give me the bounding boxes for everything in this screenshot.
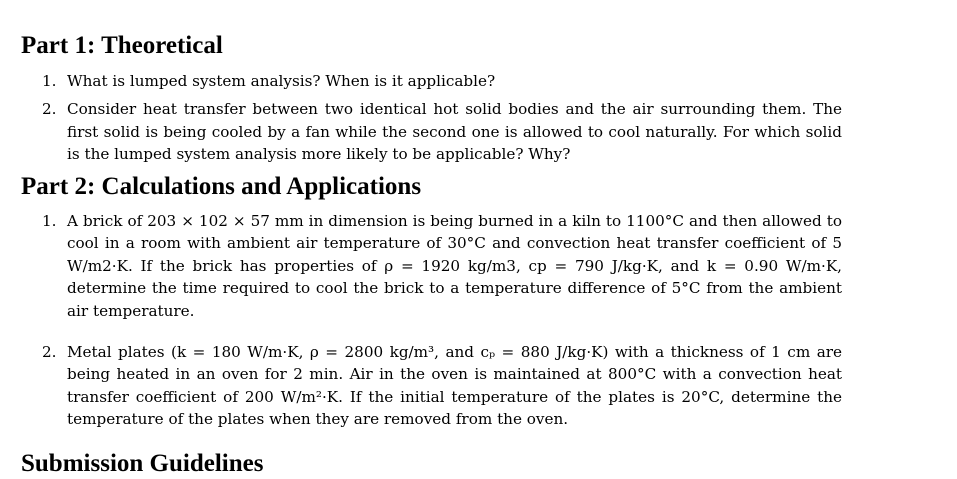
problem-number: 1. xyxy=(42,212,57,230)
part1-question-list xyxy=(42,70,842,166)
part2-problem-list xyxy=(42,210,842,431)
submission-guidelines-heading: Submission Guidelines xyxy=(21,450,264,477)
question-number: 1. xyxy=(42,72,57,90)
question-text: What is lumped system analysis? When is it applicable? xyxy=(67,72,496,90)
question-number: 2. xyxy=(42,100,57,119)
part2-problem-2 xyxy=(42,341,842,431)
part2-heading: Part 2: Calculations and Applications xyxy=(21,173,422,200)
problem-number: 2. xyxy=(42,343,57,362)
part1-question-1 xyxy=(42,70,842,92)
part1-question-2 xyxy=(42,98,842,165)
part2-problem-1 xyxy=(42,210,842,322)
problem-text: A brick of 203 × 102 × 57 mm in dimension is being burned in a kiln to 1100°C and then allowed to cool in a room with ambient air temperature of 30°C and convection heat transfer coefficient of 5 W/m2·K. If the brick has properties of ρ = 1920 kg/m3, cp = 790 J/kg·K, and k = 0.90 W/m·K, determine the time required to cool the brick to a temperature difference of 5°C from the ambient air temperature. xyxy=(67,212,842,320)
part1-heading: Part 1: Theoretical xyxy=(21,32,223,59)
question-text: Consider heat transfer between two identical hot solid bodies and the air surrounding them. The first solid is being cooled by a fan while the second one is allowed to cool naturally. For which solid is the lumped system analysis more likely to be applicable? Why? xyxy=(67,100,842,164)
problem-text: Metal plates (k = 180 W/m·K, ρ = 2800 kg/m³, and cₚ = 880 J/kg·K) with a thickness of 1 cm are being heated in an oven for 2 min. Air in the oven is maintained at 800°C with a convection heat transfer coefficient of 200 W/m²·K. If the initial temperature of the plates is 20°C, determine the temperature of the plates when they are removed from the oven. xyxy=(67,343,842,429)
